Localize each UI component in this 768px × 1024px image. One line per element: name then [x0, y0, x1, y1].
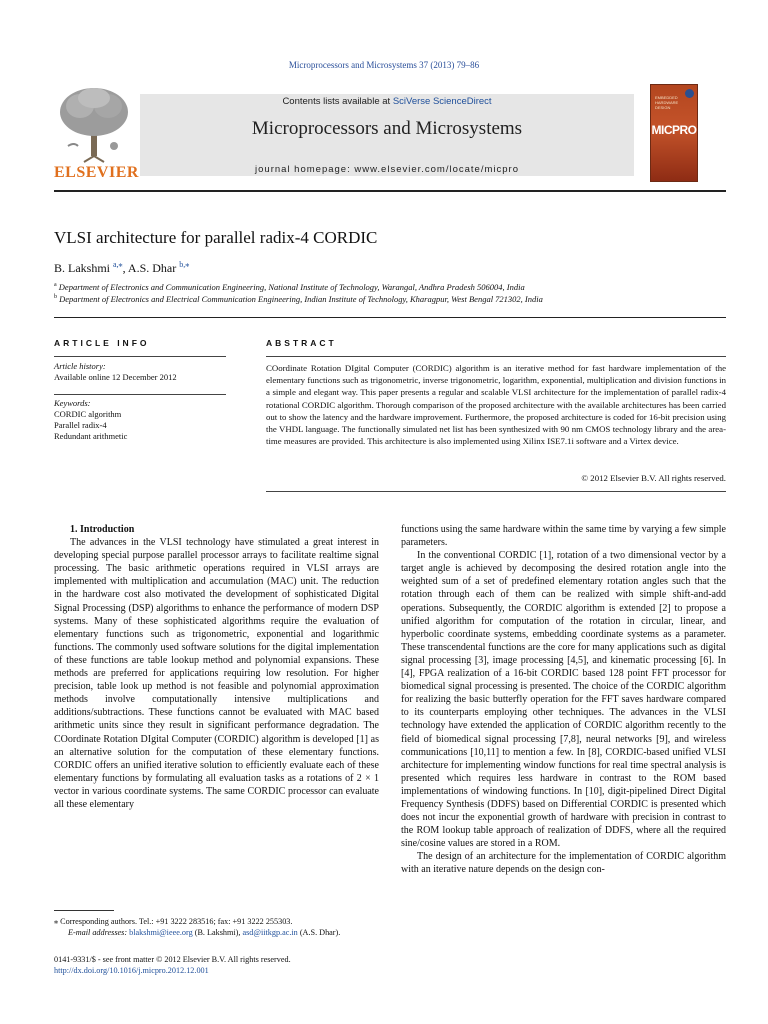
left-column — [54, 523, 379, 811]
email-owner: (B. Lakshmi), — [192, 928, 243, 937]
journal-header — [54, 84, 726, 184]
paragraph: functions using the same hardware within the same time by varying a few simple parameters. — [401, 524, 726, 549]
email-line — [54, 927, 384, 938]
abstract-heading: ABSTRACT — [266, 338, 337, 348]
keyword: CORDIC algorithm — [54, 409, 122, 419]
paragraph: The advances in the VLSI technology have stimulated a great interest in developing special purpose parallel processor arrays to facilitate realtime signal processing. The basic arithmetic operations required in VLSI arrays are implemented with multiplication and accumulation (MAC) unit. The reduction in the hardware cost also motivated the development of sophisticated Digital Signal Processing (DSP) algorithms to enhance the performance of modern DSP systems. Many of these sophisticated algorithms require the evaluation of elementary functions such as trigonometric, exponential and logarithmic functions. The commonly used software solutions for the digital implementation of these functions are table lookup method and polynomial expansions. These methods are preferred for applications requiring low resolution. For higher precision, table look up method is not feasible and polynomial approximation methods involve computationally intensive multiplications and additions/subtractions. These functions cannot be evaluated with MAC based arithmetic units since they result in significant performance degradation. The COordinate Rotation DIgital Computer (CORDIC) algorithm is developed [1] as an alternative solution for the computation of these elementary functions. CORDIC offers an unified iterative solution to efficiently evaluate each of these elementary functions by formulating all evaluation tasks as a rotations of 2 × 1 vector in various coordinate systems. The same CORDIC processor can evaluate all these elementary — [54, 537, 379, 810]
footnote — [54, 916, 384, 938]
article-history — [54, 361, 226, 383]
history-label: Article history: — [54, 361, 106, 371]
affiliation-a — [54, 282, 726, 292]
journal-banner — [140, 94, 634, 176]
cover-small-text: EMBEDDED HARDWARE DESIGN — [655, 95, 679, 110]
issn-line: 0141-9331/$ - see front matter © 2012 Elsevier B.V. All rights reserved. — [54, 955, 291, 964]
corresponding-note: ⁎ Corresponding authors. Tel.: +91 3222 283516; fax: +91 3222 255303. — [54, 917, 293, 926]
paragraph: The design of an architecture for the implementation of CORDIC algorithm with an iterative nature depends on the design con- — [401, 851, 726, 876]
keyword: Parallel radix-4 — [54, 420, 107, 430]
journal-citation[interactable]: Microprocessors and Microsystems 37 (2013) 79–86 — [288, 60, 480, 70]
author-separator: , — [122, 261, 128, 275]
info-divider — [54, 356, 226, 357]
author-affil-marker[interactable]: a,⁎ — [113, 260, 123, 269]
contents-line — [140, 94, 634, 107]
author-name: A.S. Dhar — [127, 261, 177, 275]
journal-cover — [650, 84, 698, 182]
affil-text: Department of Electronics and Communication Engineering, National Institute of Technology, Warangal, Andhra Pradesh 506004, India — [58, 282, 525, 292]
abstract-bottom-divider — [266, 491, 726, 492]
header-divider — [54, 190, 726, 192]
info-divider — [54, 394, 226, 395]
author-name: B. Lakshmi — [54, 261, 110, 275]
email-label: E-mail addresses: — [68, 928, 128, 937]
keywords-label: Keywords: — [54, 398, 91, 408]
paragraph: In the conventional CORDIC [1], rotation of a two dimensional vector by a target angle is achieved by decomposing the desired rotation angle into the weighted sum of a set of predefined elementary rotation angles such that the rotation through each of them can be realized with simple shift-and-add operations. Subsequently, the CORDIC algorithm is extended [2] to propose a unified algorithm for computation of the rotation in circular, linear, and hyperbolic coordinate systems, embedding coordinate systems as a parameter. These transcendental functions are the core for many applications such as digital signal processing [3], image processing [4,5], and kinematic processing [6]. In [4], FPGA realization of a 16-bit CORDIC based 128 point FFT processor for biomedical signal processing is presented. The choice of the CORDIC algorithm for realizing the basic butterfly operation for the FFT saves hardware compared to its counterparts employing other techniques. The advances in the VLSI technology have extended the application of CORDIC algorithm recently to the field of biomedical signal processing [7,8], neural networks [9], and wireless communications [10,11] to mention a few. In [8], CORDIC-based unified VLSI architecture for implementing window functions for real time spectral analysis is presented which requires less hardware in contrast to the ROM based implementations of windowing functions. In [10], digit-pipelined Direct Digital Frequency Synthesis (DDFS) based on Differential CORDIC is presented which does not incur the exponential growth of hardware with precision in contrast to the ROM lookup table approach of realization of DDFS, where all the required sine/cosine values are stored in a ROM. — [401, 550, 726, 850]
section-divider — [54, 317, 726, 318]
affil-text: Department of Electronics and Electrical Communication Engineering, Indian Institute of Technology, Kharagpur, West Bengal 721302, India — [59, 294, 543, 304]
abstract-divider — [266, 356, 726, 357]
article-info-heading: ARTICLE INFO — [54, 338, 150, 348]
author-list — [54, 260, 726, 276]
article-title: VLSI architecture for parallel radix-4 CORDIC — [54, 228, 378, 247]
affil-marker: b — [54, 294, 57, 301]
journal-homepage[interactable]: journal homepage: www.elsevier.com/locate/micpro — [255, 164, 519, 175]
abstract-text: COordinate Rotation DIgital Computer (CORDIC) algorithm is an iterative method for fast hardware implementation of the elementary functions such as trigonometric, inverse trigonometric, logarithm, exponential, multiplication and division functions in a simple and elegant way. This paper presents a regular and scalable VLSI architecture for the implementation of parallel radix-4 rotational CORDIC algorithm. Thorough comparison of the proposed architecture with the available architectures has been carried out to show the latency and the hardware improvement. Furthermore, the proposed architecture is coded for 16-bit precision using the VHDL language. The functionally simulated net list has been synthesized with 90 nm CMOS technology library and the area-time measures are provided. This architecture is also implemented using Xilinx ISE7.1i software and a Virtex device. — [266, 363, 726, 447]
keyword: Redundant arithmetic — [54, 431, 128, 441]
history-value: Available online 12 December 2012 — [54, 372, 177, 382]
keywords-block — [54, 398, 226, 442]
cover-title: MICPRO — [651, 123, 697, 137]
author-affil-marker[interactable]: b,⁎ — [179, 260, 190, 269]
affil-marker: a — [54, 282, 57, 289]
right-column — [401, 523, 726, 877]
footnote-divider — [54, 910, 114, 911]
email-link[interactable]: blakshmi@ieee.org — [129, 928, 193, 937]
email-link[interactable]: asd@iitkgp.ac.in — [242, 928, 298, 937]
tree-icon — [54, 84, 134, 164]
email-owner: (A.S. Dhar). — [297, 928, 341, 937]
elsevier-logo — [54, 84, 139, 181]
journal-title: Microprocessors and Microsystems — [251, 118, 523, 139]
elsevier-wordmark: ELSEVIER — [54, 164, 139, 181]
doi-link[interactable]: http://dx.doi.org/10.1016/j.micpro.2012.12.001 — [54, 966, 209, 975]
affiliation-b — [54, 294, 726, 304]
front-matter — [54, 954, 384, 976]
sciencedirect-link[interactable]: SciVerse ScienceDirect — [392, 96, 492, 107]
copyright-line: © 2012 Elsevier B.V. All rights reserved. — [581, 473, 726, 483]
section-heading: 1. Introduction — [70, 524, 135, 535]
contents-prefix: Contents lists available at — [282, 96, 393, 107]
